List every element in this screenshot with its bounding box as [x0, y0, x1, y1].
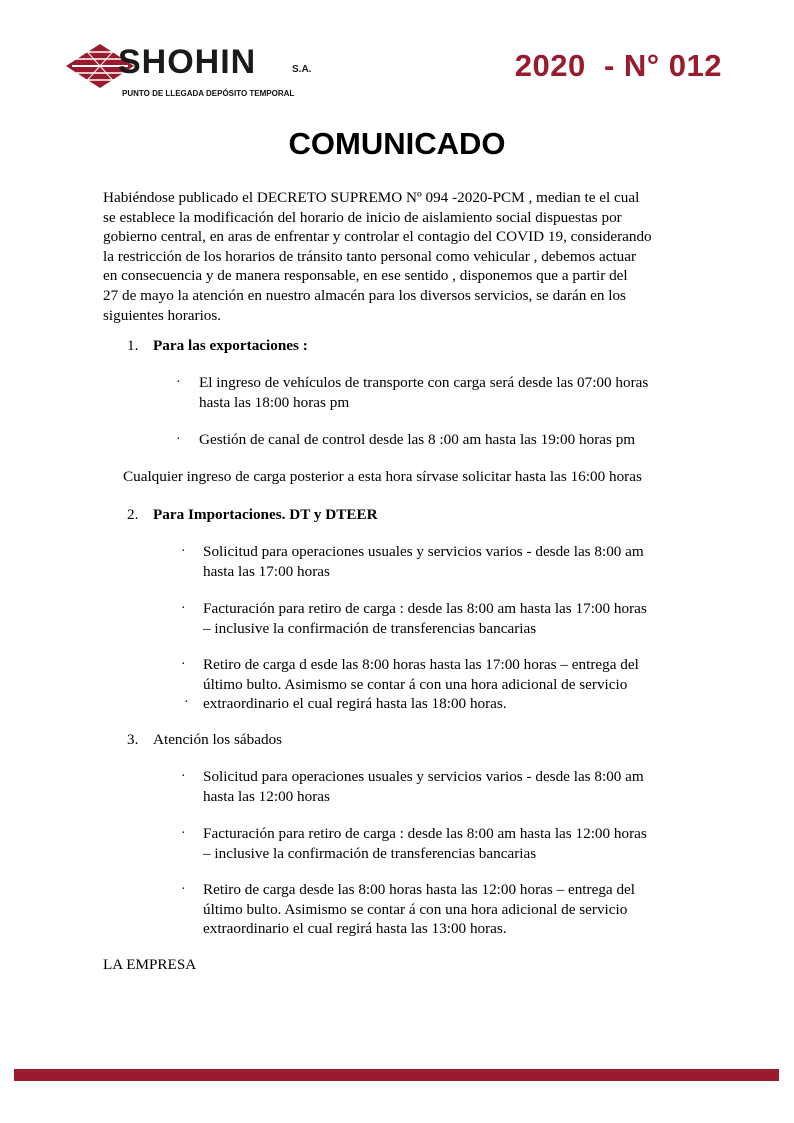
bullet-icon: · — [176, 432, 181, 447]
list-item — [203, 767, 723, 806]
intro-line: la restricción de los horarios de tránsito tanto personal como vehicular , debemos actuar — [103, 247, 637, 265]
list-item-line: Facturación para retiro de carga : desde las 8:00 am hasta las 17:00 horas — [203, 600, 647, 617]
section-number: 2. — [127, 506, 139, 523]
bullet-icon: · — [184, 695, 189, 710]
list-item-line: Facturación para retiro de carga : desde las 8:00 am hasta las 12:00 horas — [203, 825, 647, 842]
signature: LA EMPRESA — [103, 956, 197, 973]
section-number: 3. — [127, 731, 139, 748]
intro-line: Habiéndose publicado el DECRETO SUPREMO Nº 094 -2020-PCM , median te el cual — [103, 189, 640, 206]
list-item-line: extraordinario el cual regirá hasta las 13:00 horas. — [203, 920, 507, 938]
page-title: COMUNICADO — [288, 126, 506, 161]
section-heading-imports: Para Importaciones. DT y DTEER — [153, 506, 378, 523]
list-item-line: Gestión de canal de control desde las 8 :00 am hasta las 19:00 horas pm — [199, 431, 636, 448]
bullet-icon: · — [181, 544, 186, 559]
list-item-line: hasta las 18:00 horas pm — [199, 393, 350, 411]
section-heading-exports: Para las exportaciones : — [153, 337, 308, 354]
list-item — [199, 430, 719, 450]
bullet-icon: · — [181, 882, 186, 897]
bullet-icon: · — [181, 769, 186, 784]
list-item-line: – inclusive la confirmación de transferencias bancarias — [203, 844, 537, 862]
document-code: 2020 - N° 012 — [514, 48, 722, 83]
logo-tagline: PUNTO DE LLEGADA DEPÓSITO TEMPORAL — [122, 89, 295, 98]
list-item — [203, 880, 723, 939]
section-number: 1. — [127, 337, 139, 354]
intro-paragraph — [103, 188, 688, 325]
bullet-icon: · — [181, 601, 186, 616]
exports-note: Cualquier ingreso de carga posterior a esta hora sírvase solicitar hasta las 16:00 horas — [123, 468, 642, 485]
list-item-line: – inclusive la confirmación de transferencias bancarias — [203, 619, 537, 637]
intro-line: 27 de mayo la atención en nuestro almacén para los diversos servicios, se darán en los — [103, 286, 626, 304]
list-item-line: Retiro de carga desde las 8:00 horas hasta las 12:00 horas – entrega del — [203, 881, 636, 898]
footer-bar — [14, 1069, 779, 1081]
list-item-line: El ingreso de vehículos de transporte con carga será desde las 07:00 horas — [199, 374, 649, 391]
list-item-line: último bulto. Asimismo se contar á con una hora adicional de servicio — [203, 675, 628, 693]
section-heading-saturdays: Atención los sábados — [153, 731, 283, 748]
list-item — [203, 655, 723, 714]
list-item-line: último bulto. Asimismo se contar á con una hora adicional de servicio — [203, 900, 628, 918]
list-item-line: extraordinario el cual regirá hasta las 18:00 horas. — [203, 695, 507, 713]
list-item-line: Retiro de carga d esde las 8:00 horas hasta las 17:00 horas – entrega del — [203, 656, 639, 673]
list-item-line: Solicitud para operaciones usuales y servicios varios - desde las 8:00 am — [203, 768, 644, 785]
bullet-icon: · — [176, 375, 181, 390]
intro-line: se establece la modificación del horario de inicio de aislamiento social dispuestas por — [103, 208, 622, 226]
intro-line: siguientes horarios. — [103, 306, 222, 324]
company-logo — [62, 44, 332, 102]
logo-wordmark: SHOHIN — [118, 43, 257, 81]
bullet-icon: · — [181, 826, 186, 841]
intro-line: gobierno central, en aras de enfrentar y controlar el contagio del COVID 19, considerando — [103, 228, 652, 246]
list-item-line: Solicitud para operaciones usuales y servicios varios - desde las 8:00 am — [203, 543, 644, 560]
bullet-icon: · — [181, 657, 186, 672]
list-item — [199, 373, 719, 412]
list-item — [203, 599, 723, 638]
list-item — [203, 542, 723, 581]
intro-line: en consecuencia y de manera responsable, en ese sentido , disponemos que a partir del — [103, 267, 628, 285]
list-item-line: hasta las 12:00 horas — [203, 787, 330, 805]
list-item-line: hasta las 17:00 horas — [203, 562, 330, 580]
logo-suffix: S.A. — [292, 64, 312, 75]
list-item — [203, 824, 723, 863]
